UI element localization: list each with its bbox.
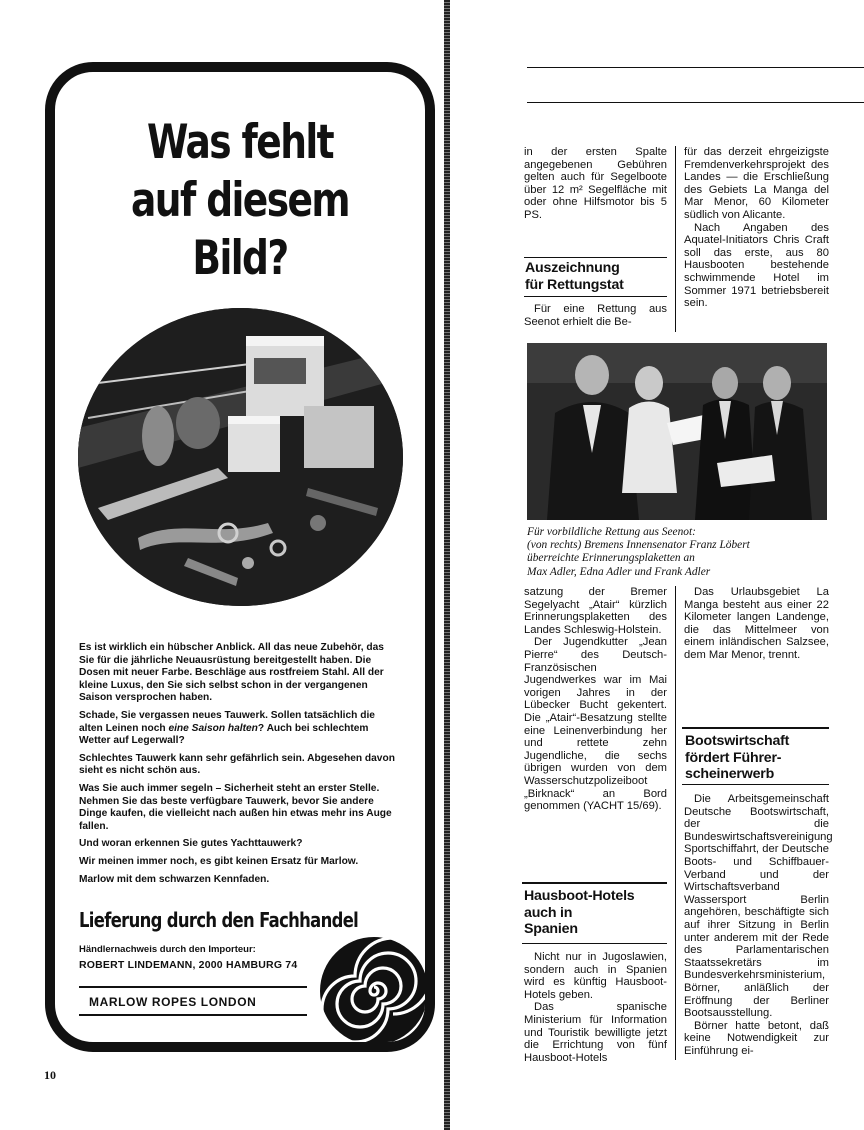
rope-spiral-logo-icon [319,936,429,1046]
heading-rescue-award [525,260,670,293]
heading-line: fördert Führer- [685,749,782,766]
article-paragraph: Die Arbeitsgemeinschaft Deutsche Bootswirtschaft, der die Bundeswirtschaftsvereinigung Sportschiffahrt, der Deutsche Boots- und Schiffbauer-Verband und der Wirtschaftsverband Wassersport Berlin angehören, beschäftigte sich auf ihrer Sitzung in Berlin unter anderem mit der Rede des Parlamentarischen Staatssekretärs im Bundesverkehrsministerium, Börner, anläßlich der Eröffnung der Berliner Bootsausstellung. [684,793,833,1020]
column-1-middle [524,586,667,813]
ad-importer-name: ROBERT LINDEMANN, 2000 HAMBURG 74 [79,959,298,971]
heading-line: Spanien [524,921,578,937]
article-paragraph: Nach Angaben des Aquatel-Initiators Chris Craft soll das erste, aus 80 Hausbooten bestehende schwimmende Hotel im Sommer 1971 betriebsbereit sein. [684,221,829,310]
ad-body-copy [79,642,399,891]
award-ceremony-photo [527,343,827,520]
ad-headline-line-1: Was fehlt [146,115,334,170]
ad-emphasis: eine Saison halten [168,722,258,734]
heading-line: auch in [524,904,573,921]
column-1-top [524,146,667,222]
caption-line: überreichte Erinnerungsplaketten an [527,552,695,565]
heading-rule [524,257,667,258]
award-ceremony-illustration [527,343,827,520]
heading-rule [522,943,667,944]
ad-paragraph: Was Sie auch immer segeln – Sicherheit steht an erster Stelle. Nehmen Sie das beste verfügbare Tauwerk, bevor Sie andere Dinge kaufen, die vielleicht nach außen hin etwas mehr ins Auge fallen. [79,782,392,832]
heading-rule [682,727,829,729]
ad-headline-line-3: Bild? [192,231,288,286]
article-paragraph: für das derzeit ehrgeizigste Fremdenverkehrsprojekt des Landes — die Erschließung des Gebiets La Manga del Mar Menor, 60 Kilometer südlich von Alicante. [684,146,829,221]
header-rule-bottom [527,102,864,103]
ad-text: ? Auch bei schlechtem Wetter auf Legerwall? [79,722,369,747]
column-divider [675,146,676,332]
page-number: 10 [44,1068,56,1082]
article-paragraph: Nicht nur in Jugoslawien, sondern auch in Spanien wird es künftig Hausboot-Hotels geben. [524,951,667,1001]
caption-line: Max Adler, Edna Adler und Frank Adler [527,565,711,578]
ad-paragraph: Marlow mit dem schwarzen Kennfaden. [79,873,270,885]
header-rule-top [527,67,864,68]
caption-line: (von rechts) Bremens Innensenator Franz Löbert [527,539,750,552]
column-2-boats [684,793,833,1057]
heading-rule [682,784,829,785]
ad-importer-label: Händlernachweis durch den Importeur: [79,944,256,955]
article-paragraph: Das Urlaubsgebiet La Manga besteht aus einer 22 Kilometer langen Landenge, die das Mittelmeer von einem inländischen Salzsee, dem Mar Menor, trennt. [684,586,829,661]
heading-line: Hausboot-Hotels [524,888,635,904]
column-divider [675,586,676,1060]
article-paragraph: Börner hatte betont, daß keine Notwendigkeit zur Einführung ei- [684,1019,829,1057]
article-paragraph: Der Jugendkutter „Jean Pierre“ des Deutsch-Französischen Jugendwerkes war im Mai vorigen Jahres in der Lübecker Bucht gekentert. Die „Atair“-Besatzung stellte eine Leinenverbindung her und rettete zehn Jugendliche, die sechs übrigen wurden von dem Wasserschutzpolizeiboot „Birknack“ an Bord genommen (YACHT 15/69). [524,636,667,813]
heading-line: Bootswirtschaft [685,733,790,749]
column-1-rescue [524,303,667,328]
ad-headline-line-2: auf diesem [131,173,349,228]
ad-divider-bottom [79,1014,307,1016]
ad-brand-name: MARLOW ROPES LONDON [89,995,257,1009]
ad-photo-boat-equipment [78,308,403,606]
ad-text: Schade, Sie vergassen neues Tauwerk. Sollen tatsächlich die alten Leinen noch [79,709,375,734]
heading-rule [524,296,667,297]
ad-paragraph: Und woran erkennen Sie gutes Yachttauwerk? [79,838,303,850]
caption-line: Für vorbildliche Rettung aus Seenot: [527,526,696,538]
page-gutter [444,0,450,1130]
ad-paragraph: Wir meinen immer noch, es gibt keinen Ersatz für Marlow. [79,855,359,867]
column-2-top [684,146,829,310]
ad-paragraph: Es ist wirklich ein hübscher Anblick. All das neue Zubehör, das Sie für die jährliche Neuausrüstung bereitgestellt haben. Die Dosen mit neuer Farbe. Beschläge aus rostfreiem Stahl. All der kleine Luxus, den Sie sich selbst schon in der vergangenen Saison versprochen haben. [79,642,384,704]
heading-houseboat-hotels [524,888,669,938]
article-paragraph: satzung der Bremer Segelyacht „Atair“ kürzlich Erinnerungsplaketten des Landes Schleswig-Holstein. [524,586,667,636]
marlow-advertisement [45,62,435,1052]
heading-line: für Rettungstat [525,276,624,293]
article-paragraph: Für eine Rettung aus Seenot erhielt die Be- [524,303,667,328]
heading-line: scheinerwerb [685,766,775,782]
ad-paragraph [79,710,399,748]
ad-divider-top [79,986,307,988]
column-1-hotels [524,951,667,1064]
photo-caption [527,526,837,579]
ad-paragraph: Schlechtes Tauwerk kann sehr gefährlich sein. Abgesehen davon sieht es nicht schön aus. [79,752,395,777]
column-2-middle [684,586,829,662]
heading-boat-industry [685,733,832,783]
ad-headline [92,114,388,288]
article-paragraph: Das spanische Ministerium für Information und Touristik bewilligte jetzt die Errichtung von fünf Hausboot-Hotels [524,1001,667,1064]
article-paragraph: in der ersten Spalte angegebenen Gebühren gelten auch für Segelboote über 12 m² Segelfläche mit oder ohne Hilfsmotor bis 5 PS. [524,146,667,221]
heading-line: Auszeichnung [525,260,620,276]
ad-call-to-action: Lieferung durch den Fachhandel [79,908,359,932]
boat-equipment-illustration [78,308,403,606]
heading-rule [522,882,667,884]
